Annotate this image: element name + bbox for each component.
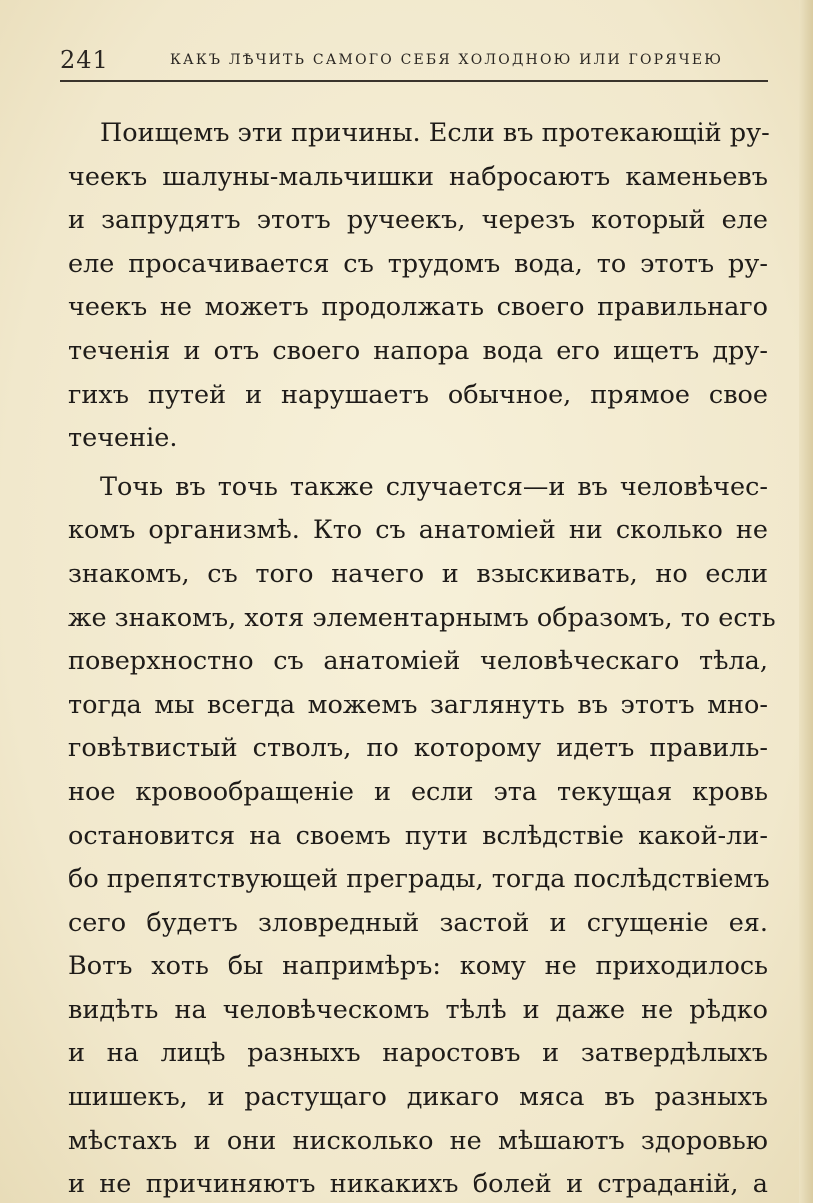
running-title: КАКЪ ЛѢЧИТЬ САМОГО СЕБЯ ХОЛОДНОЮ ИЛИ ГОРЯЧЕЮ <box>170 52 724 68</box>
text-line: и не причиняютъ никакихъ болей и страданій, а <box>68 1169 768 1200</box>
page-header <box>60 44 760 76</box>
text-line: видѣть на человѣческомъ тѣлѣ и даже не рѣдко <box>68 994 768 1025</box>
text-line: Поищемъ эти причины. Если въ протекающій ру- <box>100 118 770 148</box>
text-line: мѣстахъ и они нисколько не мѣшаютъ здоровью <box>68 1125 768 1156</box>
paragraph-1 <box>68 112 768 461</box>
text-line: поверхностно съ анатоміей человѣческаго тѣла, <box>68 646 768 677</box>
text-line: ное кровообращеніе и если эта текущая кровь <box>68 776 768 807</box>
header-rule <box>60 80 768 82</box>
page-number: 241 <box>60 46 109 74</box>
text-line: шишекъ, и растущаго дикаго мяса въ разныхъ <box>68 1082 768 1113</box>
text-line: говѣтвистый стволъ, по которому идетъ правиль- <box>68 733 768 764</box>
text-line: теченіе. <box>68 423 178 454</box>
text-line: гихъ путей и нарушаетъ обычное, прямое свое <box>68 379 768 410</box>
text-line: чеекъ шалуны-мальчишки набросаютъ каменьевъ <box>68 161 768 192</box>
text-line: комъ организмѣ. Кто съ анатоміей ни сколько не <box>68 515 768 546</box>
body-text <box>68 112 776 1203</box>
text-line: Вотъ хоть бы напримѣръ: кому не приходилось <box>68 951 768 982</box>
text-line: чеекъ не можетъ продолжать своего правильнаго <box>68 292 768 323</box>
text-line: еле просачивается съ трудомъ вода, то этотъ ру- <box>68 248 768 279</box>
text-line: теченія и отъ своего напора вода его ищетъ дру- <box>68 335 768 366</box>
text-line: остановится на своемъ пути вслѣдствіе какой-ли- <box>68 820 768 851</box>
text-line: Точь въ точь также случается—и въ человѣчес- <box>100 471 768 502</box>
paragraph-2 <box>68 466 776 1203</box>
text-line: и на лицѣ разныхъ наростовъ и затвердѣлыхъ <box>68 1038 768 1069</box>
text-line: тогда мы всегда можемъ заглянуть въ этотъ мно- <box>68 689 768 720</box>
page-edge <box>799 0 813 1203</box>
text-line: и запрудятъ этотъ ручеекъ, черезъ который еле <box>68 205 768 236</box>
text-line: сего будетъ зловредный застой и сгущеніе ея. <box>68 907 768 938</box>
text-line: же знакомъ, хотя элементарнымъ образомъ, то есть <box>68 602 776 633</box>
text-line: знакомъ, съ того начего и взыскивать, но если <box>68 558 768 589</box>
text-line: бо препятствующей преграды, тогда послѣдствіемъ <box>68 864 770 895</box>
